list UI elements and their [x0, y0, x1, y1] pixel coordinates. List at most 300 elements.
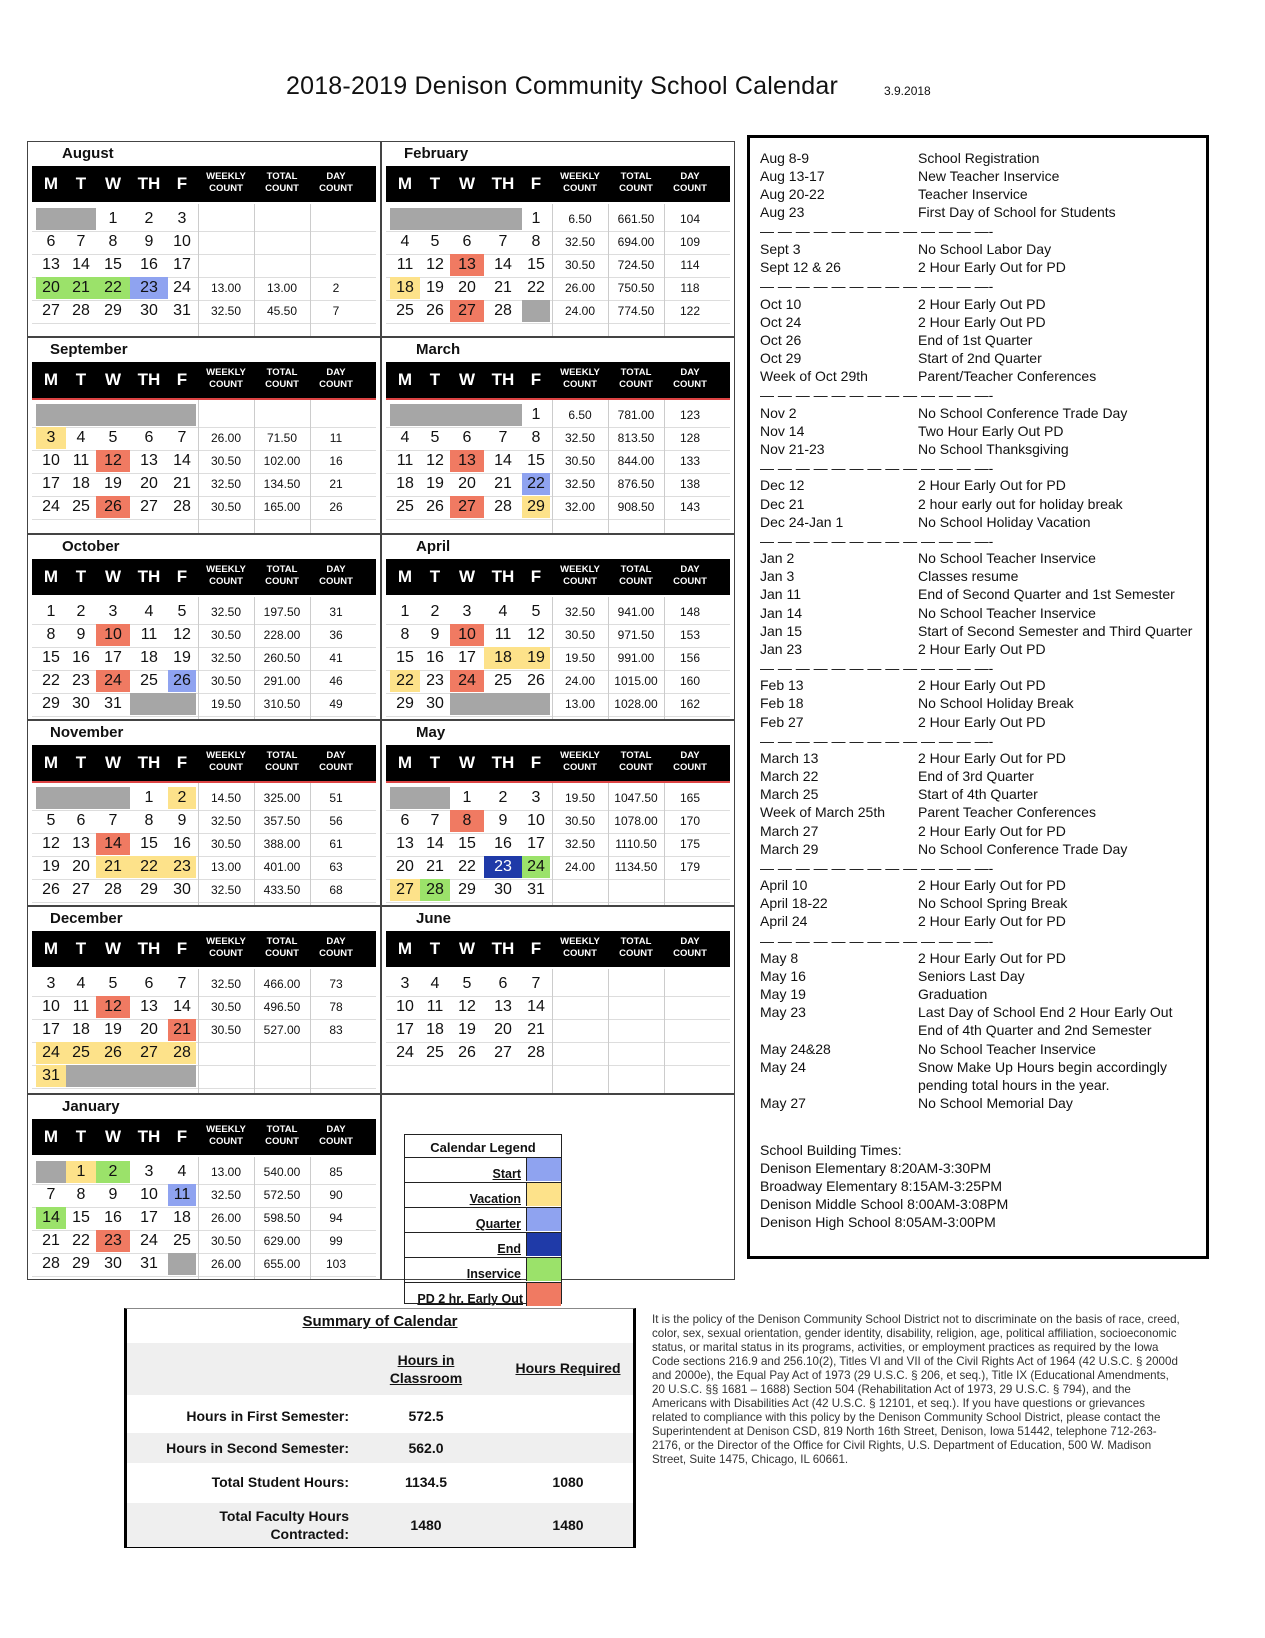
weekday-header	[32, 559, 376, 595]
event-date: May 16	[760, 968, 806, 985]
day-cell: 27	[72, 881, 90, 898]
event-description: No School Memorial Day	[918, 1094, 1073, 1111]
column-divider	[254, 1157, 255, 1279]
week-row	[386, 277, 730, 301]
day-cell: 7	[430, 812, 440, 829]
event-description: 2 Hour Early Out for PD	[918, 877, 1066, 894]
summary-row	[127, 1467, 633, 1497]
week-row	[386, 1042, 730, 1066]
weekly-count: 32.50	[210, 605, 242, 619]
event-separator: — — — — — — — — — — — — —-	[760, 459, 994, 476]
day-cell: 19	[426, 475, 444, 492]
day-cell: 31	[104, 695, 122, 712]
day-cell: 28	[173, 498, 191, 515]
total-count: 527.00	[263, 1023, 301, 1037]
event-description: First Day of School for Students	[918, 204, 1116, 221]
weekday-w: W	[104, 567, 122, 586]
event-date: Aug 23	[760, 204, 805, 221]
legend-item	[405, 1183, 561, 1208]
total-count: 466.00	[263, 977, 301, 991]
legend-swatch	[526, 1208, 561, 1231]
legend-swatch	[526, 1258, 561, 1281]
day-cell: 11	[140, 626, 158, 643]
summary-row	[127, 1503, 633, 1547]
event-date: March 27	[760, 822, 819, 839]
weekly-count: 13.00	[210, 1165, 242, 1179]
day-cell: 1	[531, 406, 541, 423]
event-date: Jan 11	[760, 586, 801, 603]
week-row	[32, 647, 376, 671]
total-count: 1110.50	[615, 837, 657, 851]
day-cell: 28	[72, 302, 90, 319]
count-header: DAY COUNT	[673, 171, 707, 194]
weekly-count: 13.00	[210, 860, 242, 874]
day-cell: 15	[42, 649, 60, 666]
day-count: 46	[329, 674, 343, 688]
column-divider	[664, 597, 665, 719]
total-count: 1047.50	[614, 791, 658, 805]
day-count: 63	[329, 860, 343, 874]
event-date: Dec 21	[760, 495, 805, 512]
weekday-m: M	[397, 753, 413, 772]
total-count: 325.00	[263, 791, 301, 805]
week-row	[32, 473, 376, 497]
summary-row	[127, 1433, 633, 1463]
calendar-legend	[404, 1134, 562, 1304]
day-cell: 26	[426, 498, 444, 515]
day-cell: 18	[390, 277, 420, 299]
day-cell: 29	[72, 1255, 90, 1272]
day-cell	[130, 693, 168, 715]
event-date: May 24	[760, 1058, 806, 1075]
day-cell: 28	[104, 881, 122, 898]
day-cell: 6	[46, 233, 56, 250]
week-row	[386, 833, 730, 857]
weekday-w: W	[458, 753, 476, 772]
total-count	[608, 996, 664, 1018]
event-date: Feb 27	[760, 713, 804, 730]
month-name: December	[50, 910, 123, 927]
day-cell: 7	[177, 975, 187, 992]
event-description: End of Second Quarter and 1st Semester	[918, 586, 1175, 603]
day-cell: 11	[494, 626, 512, 643]
event-date: March 22	[760, 768, 819, 785]
event-date: Jan 2	[760, 550, 795, 567]
count-header: DAY COUNT	[319, 1124, 353, 1147]
day-cell: 4	[76, 975, 86, 992]
weekday-th: TH	[491, 567, 515, 586]
week-row	[32, 254, 376, 278]
day-cell: 25	[66, 1042, 96, 1064]
day-cell: 16	[426, 649, 444, 666]
total-count: 1134.50	[614, 860, 658, 874]
day-cell: 14	[72, 256, 90, 273]
day-cell: 31	[36, 1065, 66, 1087]
day-cell	[390, 208, 420, 230]
weekday-header	[32, 745, 376, 781]
day-cell: 21	[42, 1232, 60, 1249]
weekly-count: 32.50	[210, 1188, 242, 1202]
day-cell: 17	[42, 1021, 60, 1038]
legend-item	[405, 1208, 561, 1233]
weekly-count: 24.00	[564, 304, 596, 318]
day-cell: 27	[140, 498, 158, 515]
event-separator: — — — — — — — — — — — — —-	[760, 278, 994, 295]
day-cell: 8	[400, 626, 410, 643]
weekday-f: F	[530, 370, 542, 389]
week-row	[386, 473, 730, 497]
day-cell: 14	[494, 452, 512, 469]
day-cell: 4	[400, 233, 410, 250]
day-count: 104	[679, 212, 701, 226]
day-cell: 19	[458, 1021, 476, 1038]
legend-swatch	[526, 1183, 561, 1206]
day-cell: 1	[108, 210, 118, 227]
day-cell: 10	[96, 624, 130, 646]
day-cell: 2	[96, 1161, 130, 1183]
weekday-f: F	[176, 370, 188, 389]
weekday-f: F	[530, 174, 542, 193]
day-cell: 11	[72, 998, 90, 1015]
building-time: Broadway Elementary 8:15AM-3:25PM	[760, 1178, 1002, 1194]
total-count: 165.00	[263, 500, 301, 514]
event-separator: — — — — — — — — — — — — —-	[760, 387, 994, 404]
day-count: 165	[679, 791, 701, 805]
day-count: 160	[679, 674, 701, 688]
day-cell: 9	[177, 812, 187, 829]
event-description: No School Teacher Inservice	[918, 604, 1096, 621]
weekday-th: TH	[491, 939, 515, 958]
day-cell	[168, 1065, 196, 1087]
event-date: March 25	[760, 786, 819, 803]
day-cell	[96, 787, 130, 809]
day-cell: 6	[76, 812, 86, 829]
total-count: 724.50	[617, 258, 655, 272]
weekday-header	[32, 166, 376, 202]
header-underline	[32, 781, 376, 783]
day-cell: 24	[522, 856, 550, 878]
day-cell: 30	[140, 302, 158, 319]
total-count: 1015.00	[614, 674, 658, 688]
month-april	[381, 534, 735, 720]
day-cell	[484, 208, 522, 230]
total-count: 260.50	[263, 651, 301, 665]
count-header: TOTAL COUNT	[265, 750, 299, 773]
weekday-header	[386, 745, 730, 781]
week-row	[386, 496, 730, 520]
day-count	[310, 1065, 362, 1087]
count-header: DAY COUNT	[319, 936, 353, 959]
day-cell: 6	[462, 429, 472, 446]
day-cell: 13	[450, 254, 484, 276]
column-divider	[664, 783, 665, 905]
day-count: 21	[329, 477, 343, 491]
day-count: 128	[679, 431, 701, 445]
day-cell: 24	[450, 670, 484, 692]
weekday-th: TH	[137, 370, 161, 389]
total-count	[254, 404, 310, 426]
legend-item	[405, 1258, 561, 1283]
weekday-header	[386, 559, 730, 595]
event-description: End of 4th Quarter and 2nd Semester	[918, 1022, 1152, 1039]
day-cell: 22	[72, 1232, 90, 1249]
week-row	[32, 1184, 376, 1208]
day-cell: 20	[140, 1021, 158, 1038]
day-cell: 18	[484, 647, 522, 669]
day-count: 61	[329, 837, 343, 851]
event-description: 2 hour early out for holiday break	[918, 495, 1123, 512]
weekly-count: 32.50	[564, 431, 596, 445]
event-date: Nov 21-23	[760, 440, 825, 457]
count-header: WEEKLY COUNT	[206, 564, 246, 587]
week-row	[386, 693, 730, 717]
building-time: Denison Middle School 8:00AM-3:08PM	[760, 1196, 1009, 1212]
event-separator: — — — — — — — — — — — — —-	[760, 532, 994, 549]
day-cell	[168, 404, 196, 426]
day-cell	[66, 1065, 96, 1087]
week-row	[386, 404, 730, 428]
day-count: 51	[329, 791, 343, 805]
event-description: Parent/Teacher Conferences	[918, 368, 1097, 384]
day-cell: 14	[96, 833, 130, 855]
event-description: Seniors Last Day	[918, 968, 1025, 985]
total-count: 629.00	[263, 1234, 301, 1248]
column-divider	[608, 783, 609, 905]
week-row	[32, 300, 376, 324]
day-count: 138	[679, 477, 701, 491]
day-cell: 22	[527, 279, 545, 296]
count-header: WEEKLY COUNT	[206, 1124, 246, 1147]
event-date: Aug 20-22	[760, 186, 825, 203]
week-row	[32, 670, 376, 694]
day-cell: 28	[42, 1255, 60, 1272]
week-row	[32, 856, 376, 880]
event-description: No School Thanksgiving	[918, 440, 1069, 457]
event-date: Oct 26	[760, 331, 802, 348]
total-count: 781.00	[617, 408, 655, 422]
total-count: 572.50	[263, 1188, 301, 1202]
weekly-count: 30.50	[210, 1234, 242, 1248]
day-cell: 23	[426, 672, 444, 689]
weekday-f: F	[530, 753, 542, 772]
weekly-count: 30.50	[210, 1023, 242, 1037]
day-cell: 12	[96, 450, 130, 472]
event-description: 2 Hour Early Out for PD	[918, 477, 1066, 494]
day-count: 179	[679, 860, 701, 874]
day-cell: 13	[72, 835, 90, 852]
count-header: DAY COUNT	[319, 367, 353, 390]
weekday-t: T	[75, 1127, 87, 1146]
weekly-count	[198, 1042, 254, 1064]
header-underline	[386, 398, 730, 400]
day-cell: 21	[168, 1019, 196, 1041]
day-cell	[450, 208, 484, 230]
column-divider	[664, 400, 665, 533]
event-description: 2 Hour Early Out PD	[918, 677, 1046, 694]
count-header: DAY COUNT	[673, 750, 707, 773]
weekly-count	[198, 1065, 254, 1087]
total-count: 774.50	[617, 304, 655, 318]
day-cell: 25	[173, 1232, 191, 1249]
weekly-count: 32.50	[564, 235, 596, 249]
week-row	[386, 856, 730, 880]
weekly-count: 30.50	[564, 258, 596, 272]
month-june	[381, 906, 735, 1094]
count-header: TOTAL COUNT	[619, 750, 653, 773]
day-cell	[450, 693, 484, 715]
event-description: pending total hours in the year.	[918, 1076, 1110, 1093]
column-divider	[198, 204, 199, 336]
week-row	[386, 300, 730, 324]
day-cell: 6	[144, 975, 154, 992]
week-row	[32, 277, 376, 301]
count-header: WEEKLY COUNT	[206, 750, 246, 773]
day-cell: 4	[76, 429, 86, 446]
weekly-count: 26.00	[564, 281, 596, 295]
event-date: Week of March 25th	[760, 804, 886, 821]
weekday-w: W	[458, 567, 476, 586]
day-cell: 11	[396, 256, 414, 273]
day-cell: 7	[177, 429, 187, 446]
summary-label: Hours in Second Semester:	[166, 1440, 349, 1456]
count-header: DAY COUNT	[673, 564, 707, 587]
day-cell: 7	[498, 233, 508, 250]
day-count	[664, 996, 716, 1018]
weekly-count: 19.50	[564, 651, 596, 665]
day-cell: 11	[426, 998, 444, 1015]
weekly-count: 26.00	[210, 1257, 242, 1271]
day-cell: 20	[458, 475, 476, 492]
week-row	[32, 208, 376, 232]
legend-swatch	[526, 1158, 561, 1181]
week-row	[32, 624, 376, 648]
total-count: 655.00	[263, 1257, 301, 1271]
day-cell: 31	[173, 302, 191, 319]
weekday-m: M	[43, 753, 59, 772]
day-cell	[450, 404, 484, 426]
legend-item	[405, 1283, 561, 1307]
week-row	[386, 231, 730, 255]
weekday-w: W	[104, 1127, 122, 1146]
header-line-1: Hours in	[397, 1352, 455, 1368]
week-row	[32, 787, 376, 811]
day-cell: 28	[527, 1044, 545, 1061]
column-divider	[254, 969, 255, 1093]
day-cell: 19	[104, 1021, 122, 1038]
week-row	[32, 1042, 376, 1066]
event-date: March 13	[760, 750, 819, 767]
day-cell: 5	[430, 233, 440, 250]
total-count: 991.00	[617, 651, 655, 665]
weekly-count: 6.50	[568, 212, 592, 226]
day-cell: 26	[168, 670, 196, 692]
week-row	[32, 1230, 376, 1254]
count-header: WEEKLY COUNT	[206, 936, 246, 959]
day-cell: 1	[462, 789, 472, 806]
weekly-count	[552, 879, 608, 901]
week-row	[32, 1065, 376, 1089]
weekday-header	[32, 362, 376, 398]
day-cell: 3	[462, 603, 472, 620]
day-cell: 12	[173, 626, 191, 643]
event-description: 2 Hour Early Out for PD	[918, 950, 1066, 966]
event-description: Snow Make Up Hours begin accordingly	[918, 1058, 1168, 1075]
event-description: Two Hour Early Out PD	[918, 422, 1064, 439]
total-count: 13.00	[266, 281, 298, 295]
event-description: Start of Second Semester and Third Quarter	[918, 622, 1193, 639]
day-cell: 29	[522, 496, 550, 518]
day-count: 73	[329, 977, 343, 991]
day-cell: 16	[494, 835, 512, 852]
hours-in-classroom: 1134.5	[404, 1474, 448, 1490]
month-may	[381, 720, 735, 906]
day-cell: 14	[494, 256, 512, 273]
week-row	[386, 647, 730, 671]
day-cell: 25	[426, 1044, 444, 1061]
revision-date: 3.9.2018	[884, 84, 931, 98]
day-cell	[420, 208, 450, 230]
weekly-count: 14.50	[210, 791, 242, 805]
day-cell	[168, 1253, 196, 1275]
event-description: 2 Hour Early Out for PD	[918, 259, 1066, 275]
weekday-header	[32, 1119, 376, 1155]
day-cell: 24	[140, 1232, 158, 1249]
event-description: Teacher Inservice	[918, 186, 1028, 203]
weekday-f: F	[176, 939, 188, 958]
month-january	[27, 1094, 381, 1280]
total-count: 45.50	[266, 304, 298, 318]
week-row	[32, 404, 376, 428]
week-row	[32, 427, 376, 451]
page-title: 2018-2019 Denison Community School Calendar	[286, 72, 838, 100]
day-cell: 17	[42, 475, 60, 492]
event-date: May 8	[760, 950, 799, 966]
day-cell: 24	[36, 1042, 66, 1064]
week-row	[386, 601, 730, 625]
day-cell: 22	[96, 277, 130, 299]
day-count: 122	[679, 304, 701, 318]
count-header: TOTAL COUNT	[265, 564, 299, 587]
weekday-m: M	[43, 1127, 59, 1146]
week-row	[386, 670, 730, 694]
column-divider	[254, 783, 255, 905]
count-header: WEEKLY COUNT	[206, 367, 246, 390]
total-count	[254, 1065, 310, 1087]
day-cell: 1	[531, 210, 541, 227]
column-divider	[608, 204, 609, 336]
event-description: No School Holiday Break	[918, 695, 1074, 712]
weekday-f: F	[176, 567, 188, 586]
day-cell: 13	[140, 452, 158, 469]
day-cell: 30	[494, 881, 512, 898]
weekday-t: T	[429, 753, 441, 772]
day-cell: 26	[42, 881, 60, 898]
event-date: May 24&28	[760, 1040, 831, 1057]
weekday-t: T	[429, 567, 441, 586]
week-row	[386, 1019, 730, 1043]
legend-label: Vacation	[469, 1192, 521, 1206]
week-row	[32, 879, 376, 903]
month-october	[27, 534, 381, 720]
day-count: 109	[679, 235, 701, 249]
column-divider	[310, 204, 311, 336]
month-name: April	[416, 538, 451, 555]
weekday-f: F	[176, 1127, 188, 1146]
day-cell: 15	[458, 835, 476, 852]
week-row	[32, 1161, 376, 1185]
weekly-count: 6.50	[568, 408, 592, 422]
count-header: WEEKLY COUNT	[560, 367, 600, 390]
